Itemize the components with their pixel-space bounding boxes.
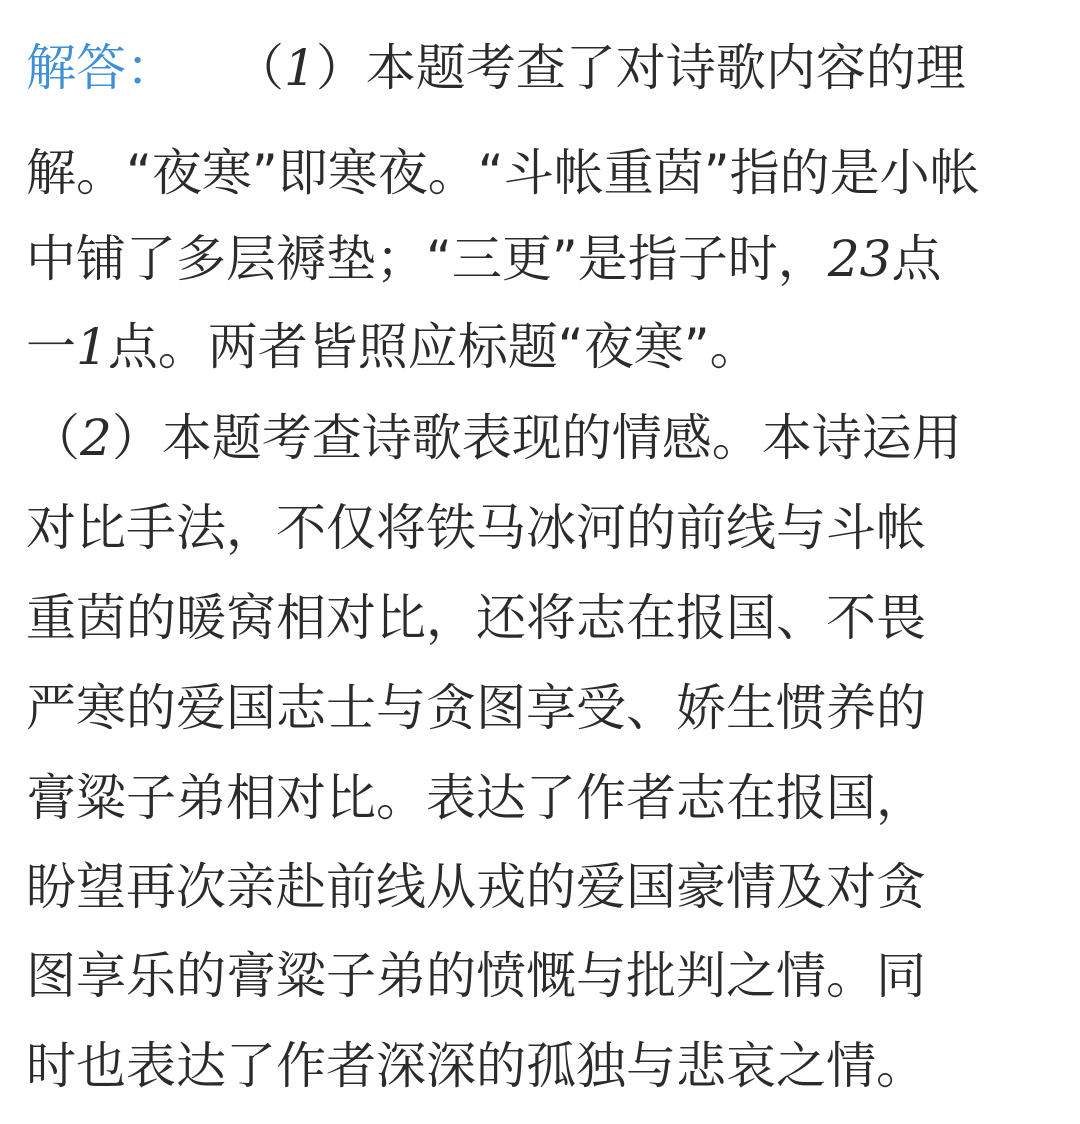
answer-label: 解答： xyxy=(26,39,176,97)
answer-line-8: 严寒的爱国志士与贪图享受、娇生惯养的 xyxy=(26,679,926,737)
line4-number: 1 xyxy=(76,318,108,376)
part1-open-paren: （ xyxy=(234,39,284,97)
part1-text-start: ）本题考查了对诗歌内容的理 xyxy=(315,39,966,97)
line3-text-end: 点 xyxy=(891,230,942,288)
part1-number: 1 xyxy=(284,39,316,97)
answer-line-1 xyxy=(26,40,966,96)
answer-line-7: 重茵的暖窝相对比，还将志在报国、不畏 xyxy=(26,589,926,647)
answer-line-2: 解。“夜寒”即寒夜。“斗帐重茵”指的是小帐 xyxy=(26,144,980,202)
part2-open-paren: （ xyxy=(30,409,80,467)
part2-text-start: ）本题考查诗歌表现的情感。本诗运用 xyxy=(111,409,962,467)
line4-dash: 一 xyxy=(26,318,76,376)
answer-line-11: 图享乐的膏粱子弟的愤慨与批判之情。同 xyxy=(26,947,926,1005)
answer-line-6: 对比手法，不仅将铁马冰河的前线与斗帐 xyxy=(26,499,926,557)
part2-number: 2 xyxy=(80,409,112,467)
line3-number: 23 xyxy=(827,230,892,288)
answer-line-4 xyxy=(26,319,760,375)
answer-line-12: 时也表达了作者深深的孤独与悲哀之情。 xyxy=(26,1037,926,1095)
answer-line-5 xyxy=(30,410,962,466)
line3-text: 中铺了多层褥垫；“三更”是指子时， xyxy=(26,230,828,288)
line4-text: 点。两者皆照应标题“夜寒”。 xyxy=(107,318,760,376)
answer-line-9: 膏粱子弟相对比。表达了作者志在报国， xyxy=(26,769,926,827)
answer-line-3 xyxy=(26,231,941,287)
answer-line-10: 盼望再次亲赴前线从戎的爱国豪情及对贪 xyxy=(26,858,926,916)
